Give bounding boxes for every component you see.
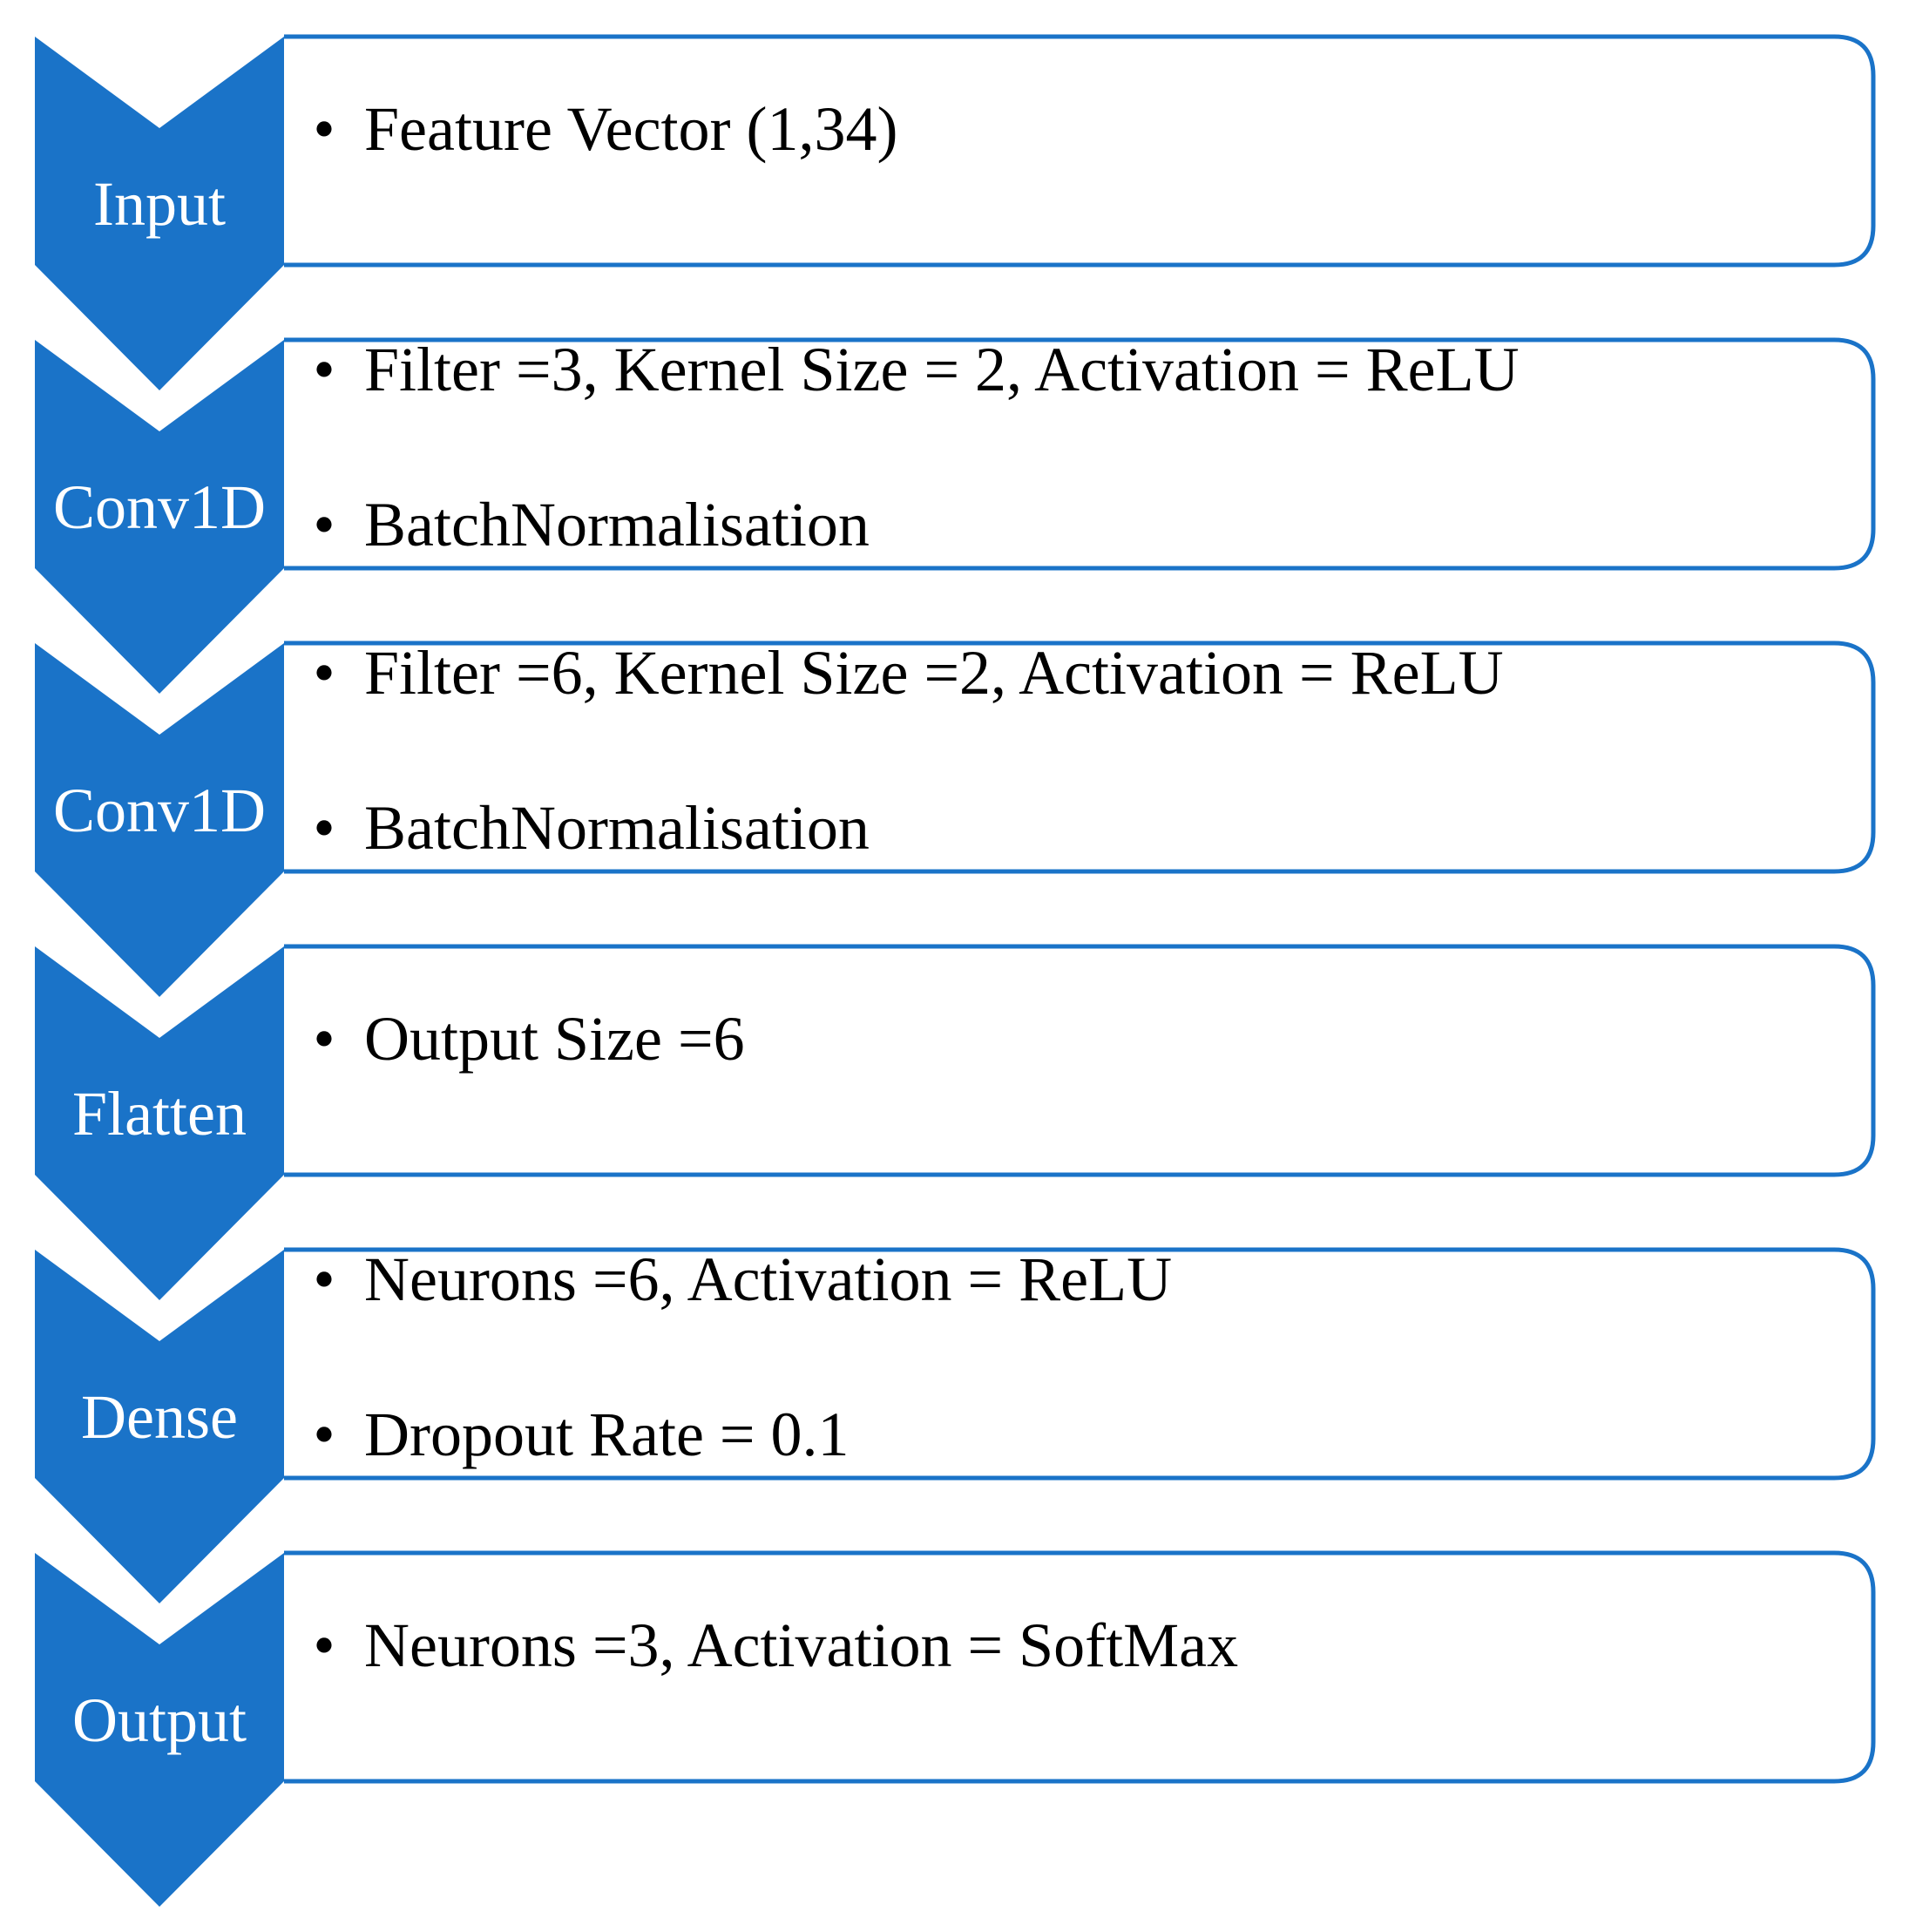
bullet-icon: •	[313, 490, 335, 559]
stage-detail-text: Filter =6, Kernel Size =2, Activation = ReLU	[364, 638, 1504, 708]
stage-detail-text: Neurons =6, Activation = ReLU	[364, 1244, 1173, 1314]
stage-chevron	[35, 643, 284, 997]
bullet-icon: •	[313, 1610, 335, 1680]
stages-layer	[35, 37, 1873, 1907]
bullet-icon: •	[313, 94, 335, 164]
stage-detail-text: Neurons =3, Activation = SoftMax	[364, 1610, 1239, 1680]
bullet-icon: •	[313, 1400, 335, 1469]
stage-detail-text: Filter =3, Kernel Size = 2, Activation = ReLU	[364, 335, 1520, 404]
stage-detail-box	[284, 335, 1873, 568]
stage-label: Output	[71, 1685, 247, 1755]
stage-chevron	[35, 946, 284, 1300]
stage-label: Flatten	[72, 1079, 247, 1149]
stage-label: Input	[93, 169, 226, 239]
bullet-icon: •	[313, 335, 335, 404]
stage-chevrons	[35, 37, 284, 1907]
stage-detail-text: Dropout Rate = 0.1	[364, 1400, 850, 1469]
stage-detail-box	[284, 37, 1873, 265]
detail-boxes	[284, 37, 1873, 1781]
stage-detail-text: BatchNormalisation	[364, 490, 870, 559]
bullet-icon: •	[313, 638, 335, 708]
stage-chevron	[35, 1250, 284, 1603]
stage-detail-box	[284, 1553, 1873, 1781]
stage-label: Dense	[81, 1382, 238, 1452]
stage-label: Conv1D	[52, 776, 267, 845]
stage-label: Conv1D	[52, 472, 267, 542]
stage-detail-text: Feature Vector (1,34)	[364, 94, 898, 164]
stage-chevron	[35, 37, 284, 390]
stage-detail-box	[284, 1244, 1873, 1478]
bullet-icon: •	[313, 1004, 335, 1074]
stage-chevron	[35, 1553, 284, 1907]
stage-detail-text: BatchNormalisation	[364, 793, 870, 863]
stage-chevron	[35, 340, 284, 694]
stage-detail-text: Output Size =6	[364, 1004, 745, 1074]
bullet-icon: •	[313, 793, 335, 863]
bullet-icon: •	[313, 1244, 335, 1314]
stage-detail-box	[284, 638, 1873, 871]
stage-detail-box	[284, 946, 1873, 1175]
